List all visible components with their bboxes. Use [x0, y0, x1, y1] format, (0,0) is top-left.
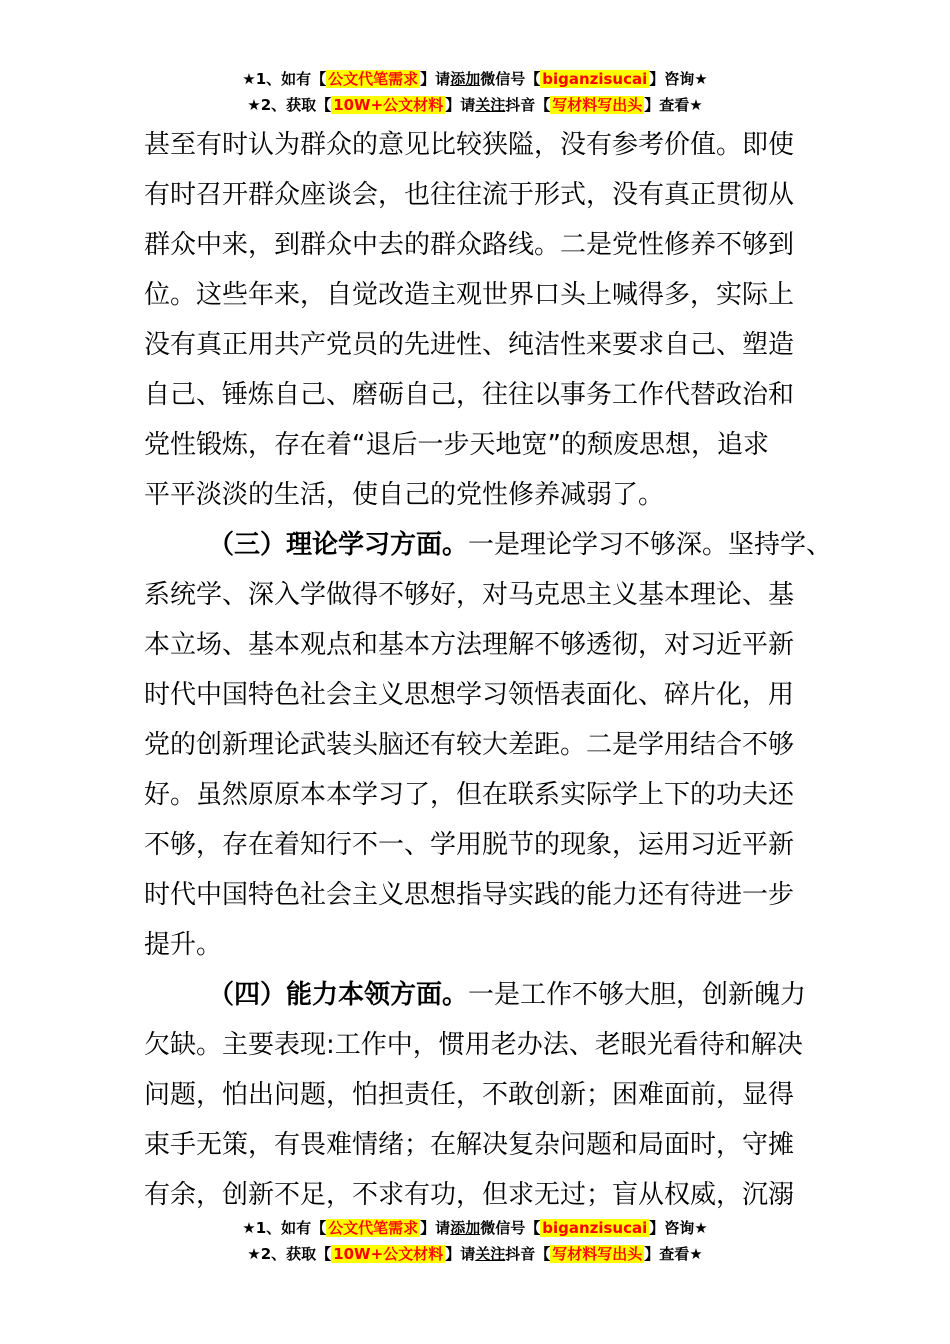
footer-line1-mid2: 微信号【	[480, 1219, 541, 1237]
paragraph-first-line	[144, 970, 824, 1020]
footer-line2-highlight-douyin: 写材料写出头	[552, 1245, 643, 1263]
header-banner	[0, 66, 950, 118]
footer-banner-line-2	[0, 1241, 950, 1267]
header-line2-mid1: 】请	[445, 96, 476, 114]
footer-line1-emph: 添加	[450, 1219, 481, 1237]
footer-line2-mid2: 抖音【	[505, 1245, 551, 1263]
paragraph-first-line-text: 一是理论学习不够深。坚持学、	[468, 530, 833, 560]
footer-line2-highlight-materials: 10W+公文材料	[333, 1245, 444, 1263]
header-line1-highlight-service: 公文代笔需求	[328, 70, 419, 88]
paragraph-continuation	[144, 120, 824, 520]
header-line1-mid1: 】请	[420, 70, 451, 88]
header-line1-emph: 添加	[450, 70, 481, 88]
header-banner-line-2	[0, 92, 950, 118]
text-line: 提升。	[144, 930, 223, 960]
footer-line1-prefix: ★1、如有【	[242, 1219, 327, 1237]
text-line: 束手无策，有畏难情绪；在解决复杂问题和局面时，守摊	[144, 1130, 795, 1160]
paragraph-first-line-text: 一是工作不够大胆，创新魄力	[468, 980, 807, 1010]
header-line1-highlight-wechat: biganzisucai	[542, 70, 648, 88]
text-line: 本立场、基本观点和基本方法理解不够透彻，对习近平新	[144, 630, 795, 660]
footer-line2-suffix: 】查看★	[644, 1245, 703, 1263]
footer-line1-highlight-service: 公文代笔需求	[328, 1219, 419, 1237]
text-line: 有余，创新不足，不求有功，但求无过；盲从权威，沉溺	[144, 1180, 795, 1210]
paragraph-theory-study	[144, 520, 833, 970]
footer-line1-suffix: 】咨询★	[649, 1219, 708, 1237]
section-heading-ability: （四）能力本领方面。	[208, 980, 469, 1010]
header-banner-line-1	[0, 66, 950, 92]
text-line: 甚至有时认为群众的意见比较狭隘，没有参考价值。即使	[144, 130, 795, 160]
text-line: 没有真正用共产党员的先进性、纯洁性来要求自己、塑造	[144, 330, 795, 360]
footer-line2-emph: 关注	[475, 1245, 506, 1263]
text-line: 党性锻炼，存在着“退后一步天地宽”的颓废思想，追求	[144, 430, 769, 460]
text-line: 自己、锤炼自己、磨砺自己，往往以事务工作代替政治和	[144, 380, 795, 410]
paragraph-first-line	[144, 520, 833, 570]
text-line: 位。这些年来，自觉改造主观世界口头上喊得多，实际上	[144, 280, 795, 310]
paragraph-ability	[144, 970, 824, 1220]
footer-banner-line-1	[0, 1215, 950, 1241]
text-line: 欠缺。主要表现:工作中，惯用老办法、老眼光看待和解决	[144, 1030, 803, 1060]
header-line2-highlight-materials: 10W+公文材料	[333, 96, 444, 114]
text-line: 系统学、深入学做得不够好，对马克思主义基本理论、基	[144, 580, 795, 610]
text-line: 党的创新理论武装头脑还有较大差距。二是学用结合不够	[144, 730, 795, 760]
footer-line2-mid1: 】请	[445, 1245, 476, 1263]
section-heading-theory: （三）理论学习方面。	[208, 530, 469, 560]
header-line2-highlight-douyin: 写材料写出头	[552, 96, 643, 114]
footer-line2-prefix: ★2、获取【	[247, 1245, 332, 1263]
text-line: 时代中国特色社会主义思想学习领悟表面化、碎片化，用	[144, 680, 795, 710]
text-line: 好。虽然原原本本学习了，但在联系实际学上下的功夫还	[144, 780, 795, 810]
footer-line1-mid1: 】请	[420, 1219, 451, 1237]
footer-banner	[0, 1215, 950, 1267]
footer-line1-highlight-wechat: biganzisucai	[542, 1219, 648, 1237]
header-line1-prefix: ★1、如有【	[242, 70, 327, 88]
header-line1-suffix: 】咨询★	[649, 70, 708, 88]
header-line2-mid2: 抖音【	[505, 96, 551, 114]
text-line: 问题，怕出问题，怕担责任，不敢创新；困难面前，显得	[144, 1080, 795, 1110]
text-line: 有时召开群众座谈会，也往往流于形式，没有真正贯彻从	[144, 180, 795, 210]
text-line: 平平淡淡的生活，使自己的党性修养减弱了。	[144, 480, 665, 510]
text-line: 不够，存在着知行不一、学用脱节的现象，运用习近平新	[144, 830, 795, 860]
header-line1-mid2: 微信号【	[480, 70, 541, 88]
text-line: 时代中国特色社会主义思想指导实践的能力还有待进一步	[144, 880, 795, 910]
header-line2-prefix: ★2、获取【	[247, 96, 332, 114]
text-line: 群众中来，到群众中去的群众路线。二是党性修养不够到	[144, 230, 795, 260]
header-line2-suffix: 】查看★	[644, 96, 703, 114]
document-body	[144, 120, 833, 1220]
header-line2-emph: 关注	[475, 96, 506, 114]
